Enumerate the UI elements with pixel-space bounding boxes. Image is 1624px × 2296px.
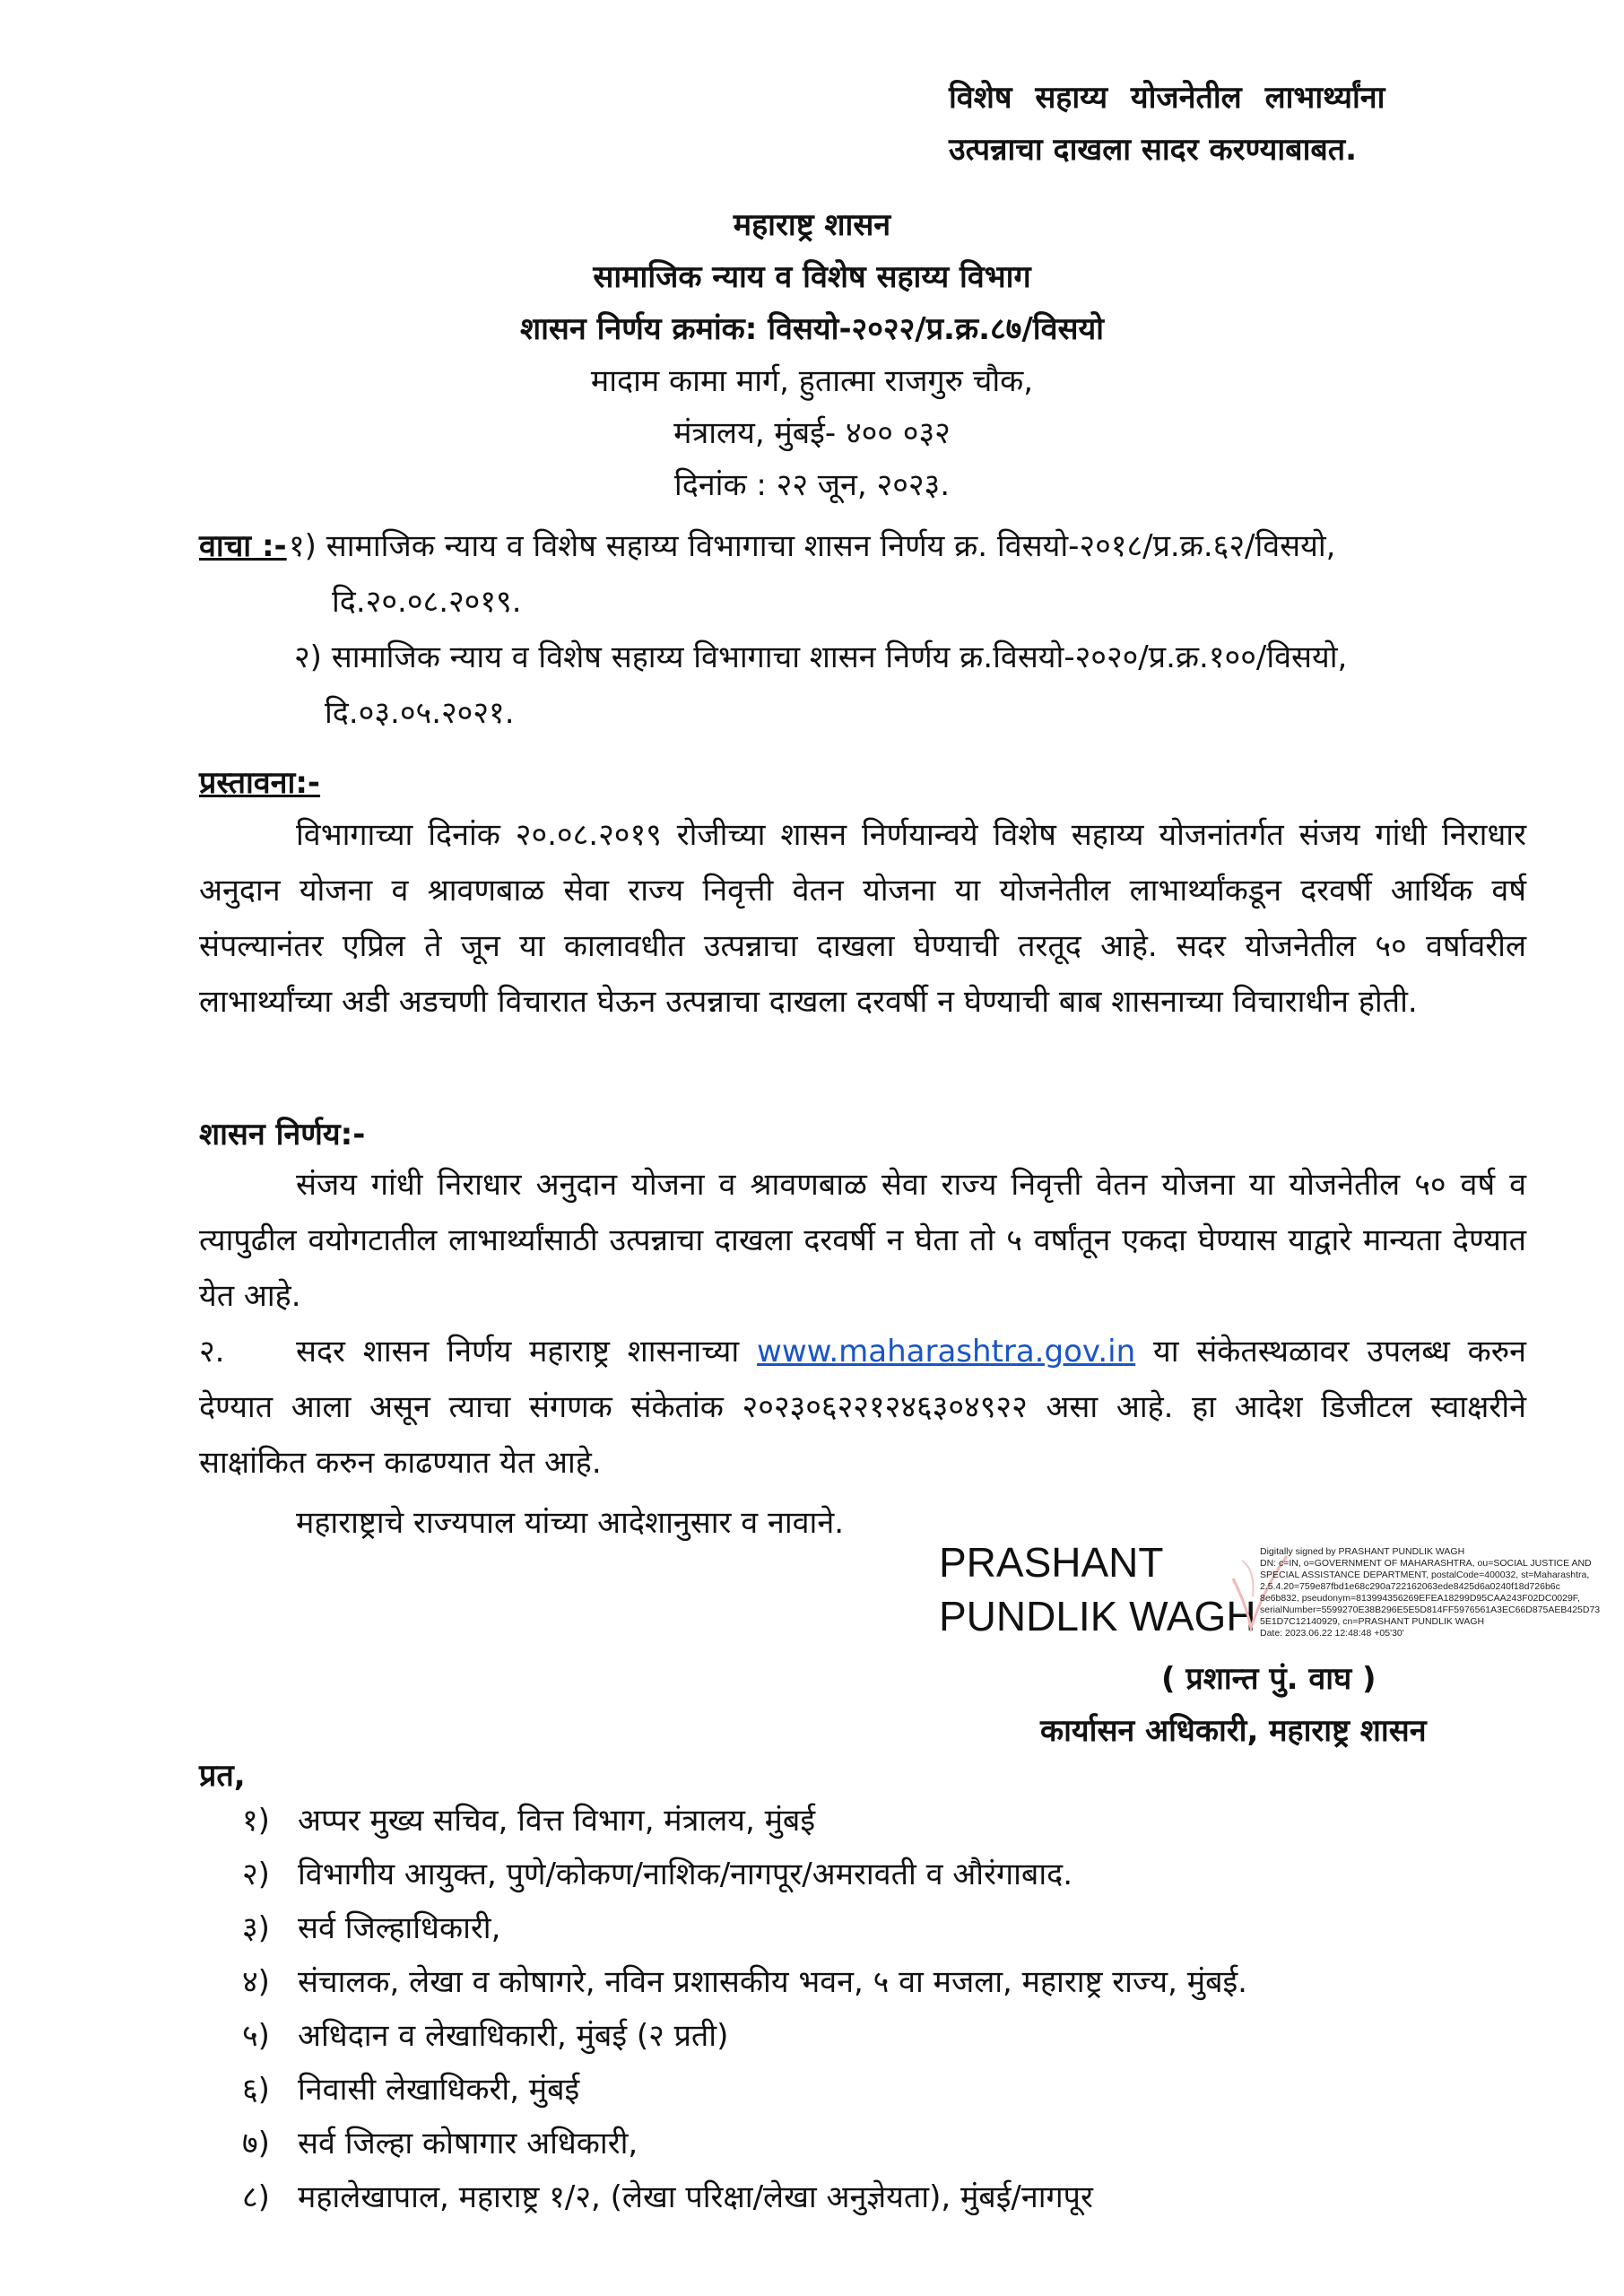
list-item-number: २)	[242, 1857, 270, 1892]
paragraph-2-text-before: सदर शासन निर्णय महाराष्ट्र शासनाच्या	[296, 1334, 740, 1370]
reference-1-line-2: दि.२०.०८.२०१९.	[332, 584, 522, 620]
signature-detail-line: 8e6b832, pseudonym=813994356269EFEA18299D95CAA243F02DC0029F,	[1260, 1593, 1580, 1604]
address-line-1: मादाम कामा मार्ग, हुतात्मा राजगुरु चौक,	[590, 363, 1034, 399]
list-item-text: संचालक, लेखा व कोषागरे, नविन प्रशासकीय भवन, ५ वा मजला, महाराष्ट्र राज्य, मुंबई.	[298, 1964, 1247, 2000]
list-item-number: ६)	[242, 2072, 270, 2108]
department-name: सामाजिक न्याय व विशेष सहाय्य विभाग	[593, 259, 1031, 295]
list-item	[242, 1848, 1247, 1901]
copies-list	[242, 1794, 1247, 2224]
website-link[interactable]: www.maharashtra.gov.in	[757, 1334, 1136, 1370]
list-item-number: ५)	[242, 2018, 270, 2054]
digital-signature-details	[1260, 1546, 1601, 1639]
signature-detail-line: DN: c=IN, o=GOVERNMENT OF MAHARASHTRA, ou=SOCIAL JUSTICE AND	[1260, 1558, 1592, 1569]
government-name: महाराष्ट्र शासन	[733, 207, 891, 243]
decision-paragraph-2	[199, 1324, 1526, 1491]
reference-1-line-1: १) सामाजिक न्याय व विशेष सहाय्य विभागाचा शासन निर्णय क्र. विसयो-२०१८/प्र.क्र.६२/विसयो,	[289, 528, 1336, 564]
list-item	[242, 1901, 1247, 1955]
list-item-text: सर्व जिल्हाधिकारी,	[298, 1910, 501, 1946]
list-item	[242, 1955, 1247, 2009]
list-item-text: विभागीय आयुक्त, पुणे/कोकण/नाशिक/नागपूर/अमरावती व औरंगाबाद.	[298, 1857, 1073, 1892]
reference-2-line-1: २) सामाजिक न्याय व विशेष सहाय्य विभागाचा शासन निर्णय क्र.विसयो-२०२०/प्र.क्र.१००/विसयो,	[294, 639, 1348, 675]
signer-designation: कार्यासन अधिकारी, महाराष्ट्र शासन	[1040, 1713, 1427, 1749]
signature-detail-line: Date: 2023.06.22 12:48:48 +05'30'	[1260, 1628, 1404, 1639]
list-item-text: अधिदान व लेखाधिकारी, मुंबई (२ प्रती)	[298, 2018, 729, 2054]
document-date: दिनांक : २२ जून, २०२३.	[673, 467, 951, 503]
address-line-2: मंत्रालय, मुंबई- ४०० ०३२	[673, 415, 951, 451]
document-header	[0, 199, 1624, 511]
copies-heading: प्रत,	[199, 1758, 246, 1794]
list-item-text: महालेखापाल, महाराष्ट्र १/२, (लेखा परिक्षा/लेखा अनुज्ञेयता), मुंबई/नागपूर	[298, 2179, 1093, 2215]
preamble-text: विभागाच्या दिनांक २०.०८.२०१९ रोजीच्या शासन निर्णयान्वये विशेष सहाय्य योजनांतर्गत संजय गांधी निराधार अनुदान योजना व श्रावणबाळ सेवा राज्य निवृत्ती वेतन योजना या योजनेतील लाभार्थ्यांकडून दरवर्षी आर्थिक वर्ष संपल्यानंतर एप्रिल ते जून या कालावधीत उत्पन्नाचा दाखला घेण्याची तरतूद आहे. सदर योजनेतील ५० वर्षावरील लाभार्थ्यांच्या अडी अडचणी विचारात घेऊन उत्पन्नाचा दाखला दरवर्षी न घेण्याची बाब शासनाच्या विचाराधीन होती.	[199, 817, 1526, 1020]
list-item	[242, 1794, 1247, 1848]
decision-paragraph-1: संजय गांधी निराधार अनुदान योजना व श्रावणबाळ सेवा राज्य निवृत्ती वेतन योजना या योजनेतील ५० वर्ष व त्यापुढील वयोगटातील लाभार्थ्यांसाठी उत्पन्नाचा दाखला दरवर्षी न घेता तो ५ वर्षांतून एकदा घेण्यास याद्वारे मान्यता देण्यात येत आहे.	[199, 1167, 1526, 1314]
subject-block	[949, 72, 1576, 176]
signature-detail-line: 2.5.4.20=759e87fbd1e68c290a722162063ede8425d6a0240f18d726b6c	[1260, 1581, 1560, 1592]
subject-line-1: विशेष सहाय्य योजनेतील लाभार्थ्यांना	[949, 80, 1385, 116]
gr-number: शासन निर्णय क्रमांक: विसयो-२०२२/प्र.क्र.८७/विसयो	[520, 311, 1104, 347]
references-label: वाचा :-	[199, 528, 287, 564]
paragraph-2-text-after: या संकेतस्थळावर उपलब्ध करुन देण्यात आला असून त्याचा संगणक संकेतांक २०२३०६२२१२४६३०४९२२ असा आहे. हा आदेश डिजीटल स्वाक्षरीने साक्षांकित करुन काढण्यात येत आहे.	[199, 1334, 1526, 1481]
signer-name	[939, 1535, 1256, 1643]
signature-detail-line: 5E1D7C12140929, cn=PRASHANT PUNDLIK WAGH	[1260, 1616, 1485, 1627]
list-item-number: ७)	[242, 2126, 270, 2161]
paragraph-2-number: २.	[199, 1334, 225, 1370]
signature-detail-line: serialNumber=5599270E38B296E5E5D814FF5976561A3EC66D875AEB425D73	[1260, 1605, 1601, 1615]
signer-name-line-2: PUNDLIK WAGH	[939, 1593, 1256, 1639]
reference-2-line-2: दि.०३.०५.२०२१.	[325, 695, 515, 731]
list-item	[242, 2117, 1247, 2170]
list-item	[242, 2009, 1247, 2063]
signature-detail-line: Digitally signed by PRASHANT PUNDLIK WAGH	[1260, 1546, 1465, 1557]
references-section	[199, 518, 1544, 741]
list-item-number: ४)	[242, 1964, 270, 2000]
list-item-text: अप्पर मुख्य सचिव, वित्त विभाग, मंत्रालय, मुंबई	[298, 1803, 816, 1839]
list-item-number: ३)	[242, 1910, 270, 1946]
signer-name-line-1: PRASHANT	[939, 1539, 1164, 1586]
list-item-text: निवासी लेखाधिकरी, मुंबई	[298, 2072, 580, 2108]
list-item-text: सर्व जिल्हा कोषागार अधिकारी,	[298, 2126, 638, 2161]
subject-line-2: उत्पन्नाचा दाखला सादर करण्याबाबत.	[949, 132, 1358, 168]
signature-detail-line: SPECIAL ASSISTANCE DEPARTMENT, postalCode=400032, st=Maharashtra,	[1260, 1570, 1590, 1580]
list-item	[242, 2063, 1247, 2117]
list-item-number: ८)	[242, 2179, 270, 2215]
closing-line: महाराष्ट्राचे राज्यपाल यांच्या आदेशानुसार व नावाने.	[296, 1505, 845, 1541]
signer-name-marathi: ( प्रशान्त पुं. वाघ )	[1161, 1661, 1376, 1697]
list-item	[242, 2170, 1247, 2224]
list-item-number: १)	[242, 1803, 270, 1839]
preamble-heading: प्रस्तावना:-	[199, 765, 321, 801]
decision-heading: शासन निर्णय:-	[199, 1117, 366, 1152]
